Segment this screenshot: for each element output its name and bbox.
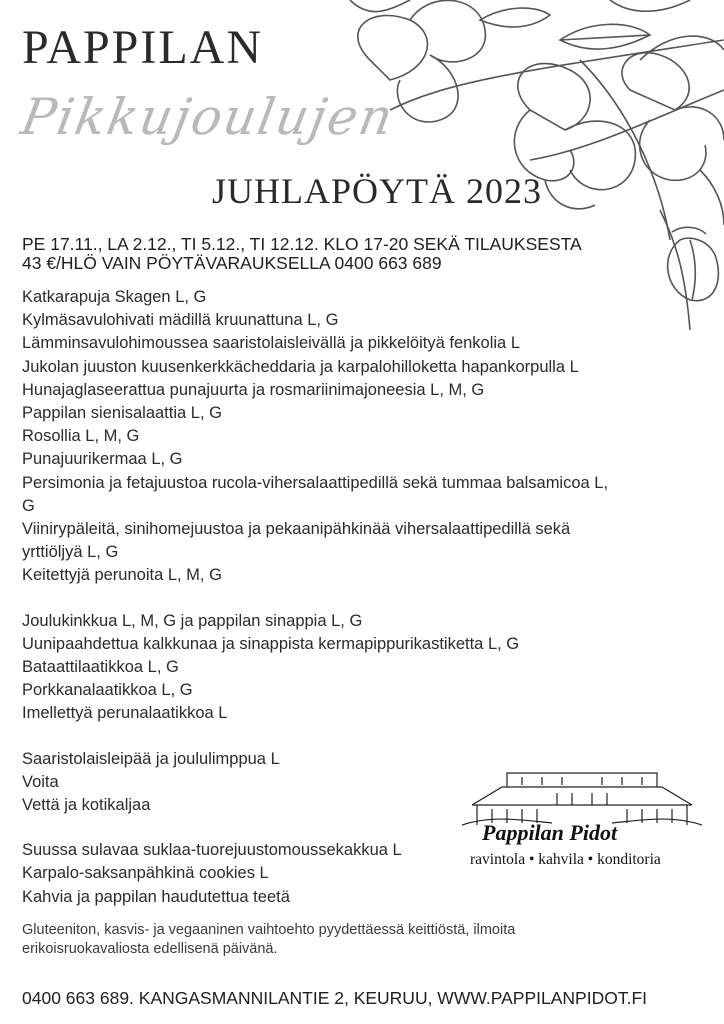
floral-illustration xyxy=(330,0,724,330)
event-info xyxy=(22,235,712,273)
menu-item: Voita xyxy=(22,772,59,791)
menu-item: Suussa sulavaa suklaa-tuorejuustomoussekakkua L xyxy=(22,841,402,860)
menu-item: Karpalo-saksanpähkinä cookies L xyxy=(22,864,269,883)
menu-item: Viinirypäleitä, sinihomejuustoa ja pekaanipähkinää vihersalaattipedillä sekä yrttiöljyä L, G xyxy=(22,520,571,562)
menu-item: Katkarapuja Skagen L, G xyxy=(22,288,207,306)
menu-item: Keitettyjä perunoita L, M, G xyxy=(22,566,222,585)
menu-item: Hunajaglaseerattua punajuurta ja rosmariinimajoneesia L, M, G xyxy=(22,380,485,399)
menu-item: Uunipaahdettua kalkkunaa ja sinappista kermapippurikastiketta L, G xyxy=(22,634,520,653)
script-title: Pikkujoulujen xyxy=(16,88,399,146)
menu-item: Rosollia L, M, G xyxy=(22,427,140,446)
menu-item: Kahvia ja pappilan haudutettua teetä xyxy=(22,887,290,906)
logo-tagline: ravintola • kahvila • konditoria xyxy=(470,851,661,868)
event-dates: PE 17.11., LA 2.12., TI 5.12., TI 12.12. KLO 17-20 SEKÄ TILAUKSESTA xyxy=(22,234,582,254)
page-subtitle: JUHLAPÖYTÄ 2023 xyxy=(212,171,542,211)
menu-item: Bataattilaatikkoa L, G xyxy=(22,658,179,677)
diet-note: Gluteeniton, kasvis- ja vegaaninen vaihtoehto pyydettäessä keittiöstä, ilmoita erikoisruokavaliosta edellisenä päivänä. xyxy=(22,922,516,957)
menu-item: Punajuurikermaa L, G xyxy=(22,450,183,469)
menu-item: Lämminsavulohimoussea saaristolaisleivällä ja pikkelöityä fenkolia L xyxy=(22,334,520,353)
menu-item: Saaristolaisleipää ja joululimppua L xyxy=(22,749,280,768)
event-price: 43 €/HLÖ VAIN PÖYTÄVARAUKSELLA 0400 663 689 xyxy=(22,253,442,273)
logo-name: Pappilan Pidot xyxy=(482,820,618,845)
menu-item: Imellettyä perunalaatikkoa L xyxy=(22,704,228,723)
menu-item: Vettä ja kotikaljaa xyxy=(22,796,151,815)
page-title: PAPPILAN xyxy=(22,21,263,74)
footer-contact: 0400 663 689. KANGASMANNILANTIE 2, KEURUU, WWW.PAPPILANPIDOT.FI xyxy=(22,988,648,1008)
menu-item: Jukolan juuston kuusenkerkkächeddaria ja karpalohilloketta hapankorpulla L xyxy=(22,357,579,376)
menu-item: Porkkanalaatikkoa L, G xyxy=(22,681,193,700)
menu-item: Persimonia ja fetajuustoa rucola-vihersalaattipedillä sekä tummaa balsamicoa L, G xyxy=(22,473,609,515)
menu-item: Pappilan sienisalaattia L, G xyxy=(22,404,222,423)
menu-item: Joulukinkkua L, M, G ja pappilan sinappia L, G xyxy=(22,611,363,630)
menu-item: Kylmäsavulohivati mädillä kruunattuna L, G xyxy=(22,311,339,330)
